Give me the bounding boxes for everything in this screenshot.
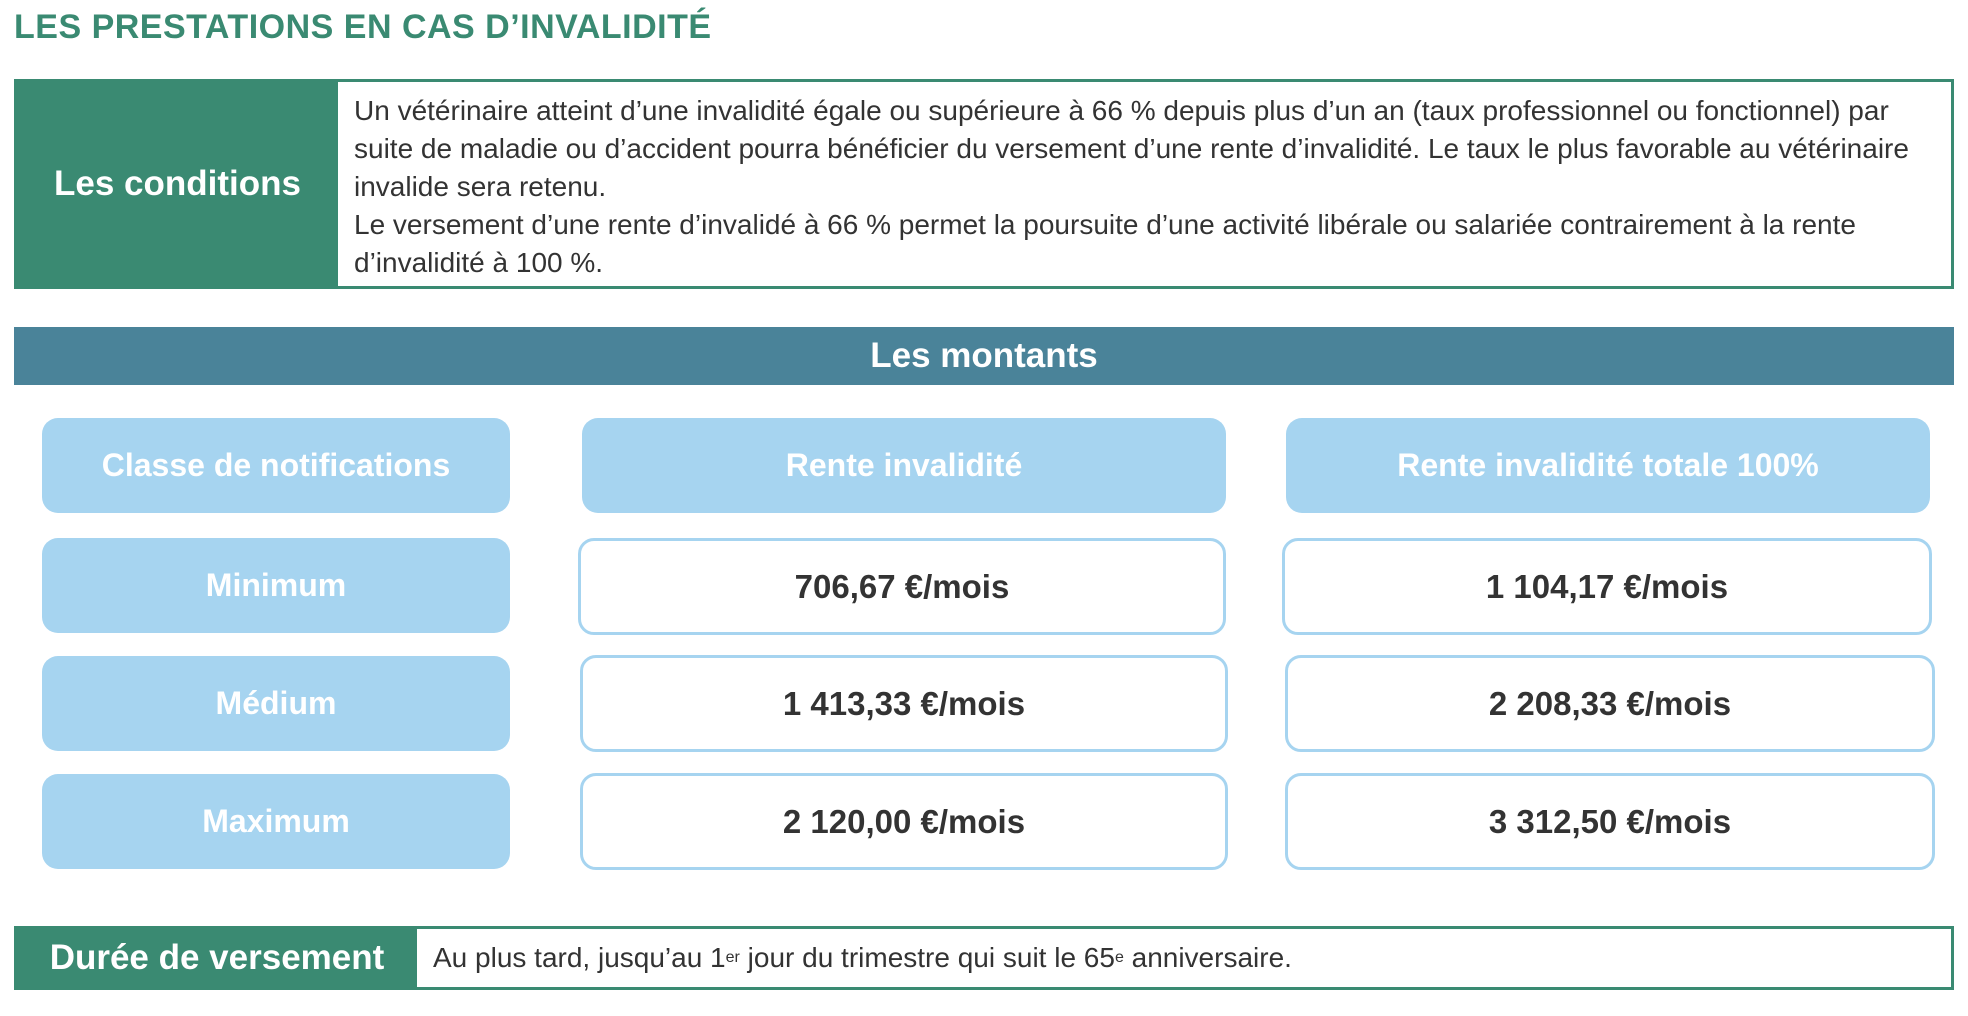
row-label-medium: Médium	[42, 656, 510, 751]
conditions-paragraph-1: Un vétérinaire atteint d’une invalidité égale ou supérieure à 66 % depuis plus d’un an (taux professionnel ou fonctionnel) par suite de maladie ou d’accident pourra bénéficier du versement d’une rente d’invalidité. Le taux le plus favorable au vétérinaire invalide sera retenu.	[354, 95, 1909, 202]
duree-label: Durée de versement	[17, 929, 417, 987]
value-rente-minimum: 706,67 €/mois	[578, 538, 1226, 635]
conditions-text	[338, 82, 1951, 286]
duree-section	[14, 926, 1954, 990]
value-rente-maximum: 2 120,00 €/mois	[580, 773, 1228, 870]
conditions-label: Les conditions	[17, 82, 338, 286]
montants-heading: Les montants	[14, 327, 1954, 385]
duree-text: Au plus tard, jusqu’au 1 er jour du trimestre qui suit le 65 e anniversaire.	[433, 942, 1292, 973]
column-header-rente: Rente invalidité	[582, 418, 1226, 513]
duree-text-part-3: anniversaire.	[1123, 942, 1292, 973]
row-label-minimum: Minimum	[42, 538, 510, 633]
column-header-classe: Classe de notifications	[42, 418, 510, 513]
value-totale-maximum: 3 312,50 €/mois	[1285, 773, 1935, 870]
row-label-maximum: Maximum	[42, 774, 510, 869]
value-totale-minimum: 1 104,17 €/mois	[1282, 538, 1932, 635]
value-rente-medium: 1 413,33 €/mois	[580, 655, 1228, 752]
duree-text-part-2: jour du trimestre qui suit le 65	[739, 942, 1115, 973]
value-totale-medium: 2 208,33 €/mois	[1285, 655, 1935, 752]
duree-text-part-1: Au plus tard, jusqu’au 1	[433, 942, 726, 973]
page-title: LES PRESTATIONS EN CAS D’INVALIDITÉ	[14, 8, 712, 46]
conditions-section	[14, 79, 1954, 289]
conditions-paragraph-2: Le versement d’une rente d’invalidé à 66 % permet la poursuite d’une activité libérale ou salariée contrairement à la rente d’invalidité à 100 %.	[354, 209, 1856, 278]
column-header-rente-totale: Rente invalidité totale 100%	[1286, 418, 1930, 513]
